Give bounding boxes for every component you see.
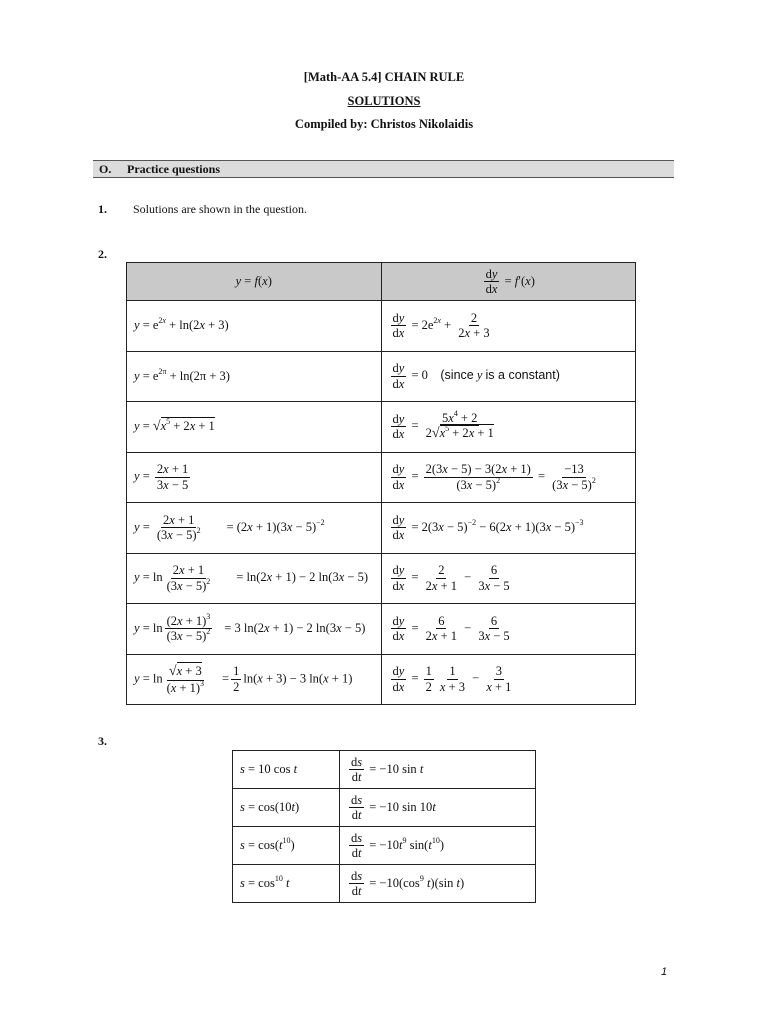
function-cell: s = 10 cos t xyxy=(233,751,340,789)
table-row xyxy=(127,452,636,503)
table-row xyxy=(233,865,536,903)
derivative-cell: $\frac{dy}{dx}$ = $\frac{2(3x - 5) - 3(2x + 1)}{(3x - 5)^2}$ = $\frac{-13}{(3x - 5)^2}$ xyxy=(381,452,636,503)
question-3-number: 3. xyxy=(98,734,107,748)
function-cell: y = ln $\frac{(2x + 1)^3}{(3x - 5)^2}$ = 3 ln(2x + 1) − 2 ln(3x − 5) xyxy=(127,604,382,655)
derivative-cell: $\frac{dy}{dx}$ = $\frac{5x^4 + 2}{2√x^5 + 2x + 1}$ xyxy=(381,402,636,453)
function-column-header: y = f(x) xyxy=(127,263,382,301)
table-row xyxy=(127,351,636,402)
section-title: Practice questions xyxy=(127,162,220,176)
derivative-cell: $\frac{dy}{dx}$ = $\frac{1}{2}$ $\frac{1}{x + 3}$ − $\frac{3}{x + 1}$ xyxy=(381,654,636,705)
derivative-cell: $\frac{ds}{dt}$ = $-10(\cos^9$ t)(sin t) xyxy=(340,865,536,903)
constant-note: (since xyxy=(440,368,474,383)
document-title: [Math-AA 5.4] CHAIN RULE xyxy=(303,70,465,84)
table-row xyxy=(127,654,636,705)
derivative-cell: $\frac{dy}{dx}$ = 0 (since y is a constant) xyxy=(381,351,636,402)
document-subtitle: SOLUTIONS xyxy=(347,94,421,108)
function-cell: $y = e^{2\pi} + \ln(2\pi + 3)$ xyxy=(127,351,382,402)
question-1-number: 1. xyxy=(98,202,107,216)
derivative-cell: $\frac{dy}{dx}$ = $\frac{2}{2x + 1}$ − $\frac{6}{3x - 5}$ xyxy=(381,553,636,604)
trig-derivatives-table xyxy=(232,750,536,903)
question-2-number: 2. xyxy=(98,247,107,261)
table-row xyxy=(233,751,536,789)
derivative-column-header: $\frac{dy}{dx}$ = f′(x) xyxy=(381,263,636,301)
table-row xyxy=(127,553,636,604)
constant-note-rest: is a constant) xyxy=(485,368,560,383)
function-cell: $y = e^{2x} + \ln(2x + 3)$ xyxy=(127,301,382,352)
derivative-cell: $\frac{dy}{dx}$ = $2e^{2x}$ + $\frac{2}{2x + 3}$ xyxy=(381,301,636,352)
function-cell: s = cos(10t) xyxy=(233,789,340,827)
table-row xyxy=(233,789,536,827)
constant-note-variable: y xyxy=(476,368,483,383)
page-number: 1 xyxy=(661,966,668,978)
function-cell: y = $\frac{2x + 1}{3x - 5}$ xyxy=(127,452,382,503)
derivative-cell: $\frac{dy}{dx}$ = $\frac{6}{2x + 1}$ − $\frac{6}{3x - 5}$ xyxy=(381,604,636,655)
section-header xyxy=(93,160,674,178)
derivative-cell: $\frac{ds}{dt}$ = −10 sin 10t xyxy=(340,789,536,827)
table-row xyxy=(127,402,636,453)
derivative-cell: $\frac{dy}{dx}$ = $2(3x - 5)^{-2} - 6(2x + 1)(3x - 5)^{-3}$ xyxy=(381,503,636,554)
function-cell: y = ln $\frac{√x + 3}{(x + 1)^3}$ = $\frac{1}{2}$ ln(x + 3) − 3 ln(x + 1) xyxy=(127,654,382,705)
table-row xyxy=(127,503,636,554)
function-cell: $y = √x^5 + 2x + 1$ xyxy=(127,402,382,453)
function-cell: y = $\frac{2x + 1}{(3x - 5)^2}$ = $(2x + 1)(3x - 5)^{-2}$ xyxy=(127,503,382,554)
section-number: O. xyxy=(99,162,112,176)
table-row xyxy=(127,604,636,655)
derivative-cell: $\frac{ds}{dt}$ = −10 sin t xyxy=(340,751,536,789)
derivative-cell: $\frac{ds}{dt}$ = $-10t^9$ $\sin(t^{10})$ xyxy=(340,827,536,865)
question-1-text: Solutions are shown in the question. xyxy=(133,202,307,216)
table-row xyxy=(233,827,536,865)
table-header-row xyxy=(127,263,636,301)
function-cell: $s = \cos(t^{10})$ xyxy=(233,827,340,865)
author-line: Compiled by: Christos Nikolaidis xyxy=(294,117,474,131)
function-cell: y = ln $\frac{2x + 1}{(3x - 5)^2}$ = ln(2x + 1) − 2 ln(3x − 5) xyxy=(127,553,382,604)
table-row xyxy=(127,301,636,352)
function-cell: $s = \cos^{10} t$ xyxy=(233,865,340,903)
derivatives-table xyxy=(126,262,636,705)
